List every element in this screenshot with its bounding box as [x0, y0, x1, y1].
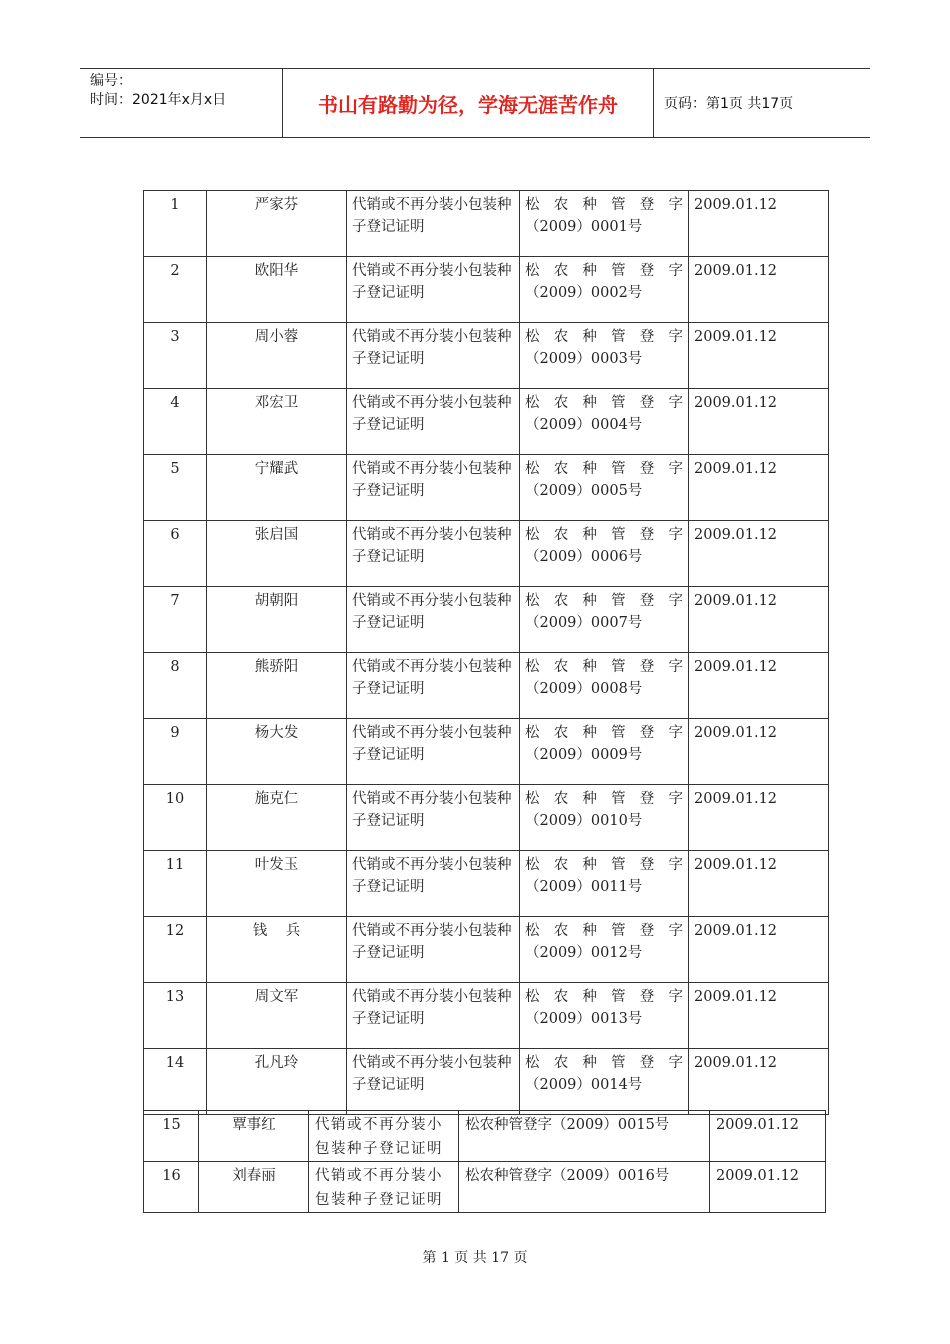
row-number: 16: [144, 1162, 199, 1213]
row-date: 2009.01.12: [689, 257, 829, 323]
row-number: 14: [144, 1049, 207, 1115]
row-type: 代销或不再分装小包装种子登记证明: [309, 1111, 459, 1162]
cert-char: 种: [582, 329, 597, 345]
row-name: 钱 兵: [207, 917, 347, 983]
cert-char: 字: [668, 857, 683, 873]
cert-char: 农: [553, 197, 569, 213]
row-name: 叶发玉: [207, 851, 347, 917]
row-date: 2009.01.12: [710, 1111, 826, 1162]
cert-char: 松: [525, 1055, 540, 1071]
row-date: 2009.01.12: [689, 323, 829, 389]
cert-prefix: [525, 458, 683, 480]
cert-char: 字: [668, 461, 683, 477]
cert-char: 种: [582, 725, 597, 741]
cert-prefix: [525, 524, 683, 546]
row-certificate: [520, 455, 689, 521]
cert-prefix: [525, 260, 683, 282]
cert-char: 管: [611, 923, 626, 939]
cert-number: （2009）0013号: [525, 1011, 643, 1027]
table-row: [144, 1162, 826, 1213]
cert-char: 管: [611, 395, 626, 411]
table-row: [144, 455, 829, 521]
table-row: [144, 587, 829, 653]
cert-char: 字: [668, 527, 683, 543]
row-name: 胡朝阳: [207, 587, 347, 653]
row-name: 张启国: [207, 521, 347, 587]
cert-char: 登: [639, 923, 655, 939]
header-motto: 书山有路勤为径，学海无涯苦作舟: [282, 69, 654, 137]
cert-char: 农: [553, 395, 569, 411]
cert-number: （2009）0008号: [525, 681, 643, 697]
cert-char: 种: [582, 395, 597, 411]
row-type: 代销或不再分装小包装种子登记证明: [347, 785, 520, 851]
row-name: 邓宏卫: [207, 389, 347, 455]
row-date: 2009.01.12: [689, 785, 829, 851]
cert-char: 松: [525, 527, 540, 543]
cert-char: 松: [525, 659, 540, 675]
cert-char: 农: [553, 1055, 569, 1071]
row-number: 12: [144, 917, 207, 983]
row-date: 2009.01.12: [689, 191, 829, 257]
row-name: 施克仁: [207, 785, 347, 851]
cert-char: 松: [525, 725, 540, 741]
row-type: 代销或不再分装小包装种子登记证明: [347, 323, 520, 389]
row-certificate: [520, 785, 689, 851]
cert-prefix: [525, 920, 683, 942]
cert-prefix: [525, 986, 683, 1008]
cert-prefix: [525, 194, 683, 216]
cert-char: 登: [639, 989, 655, 1005]
cert-char: 登: [639, 329, 655, 345]
cert-char: 字: [668, 395, 683, 411]
page-footer: 第 1 页 共 17 页: [422, 1250, 528, 1266]
cert-char: 松: [525, 395, 540, 411]
cert-char: 种: [582, 857, 597, 873]
cert-char: 字: [668, 725, 683, 741]
header-page-info: 页码：第1页 共17页: [664, 96, 794, 112]
cert-char: 登: [639, 461, 655, 477]
cert-char: 字: [668, 791, 683, 807]
row-date: 2009.01.12: [689, 719, 829, 785]
row-type: 代销或不再分装小包装种子登记证明: [347, 851, 520, 917]
cert-char: 登: [639, 593, 655, 609]
cert-number: （2009）0005号: [525, 483, 643, 499]
cert-char: 松: [525, 791, 540, 807]
cert-number: （2009）0003号: [525, 351, 643, 367]
row-date: 2009.01.12: [689, 917, 829, 983]
cert-char: 种: [582, 659, 597, 675]
cert-char: 农: [553, 329, 569, 345]
row-name: 孔凡玲: [207, 1049, 347, 1115]
row-name: 严家芬: [207, 191, 347, 257]
table-row: [144, 917, 829, 983]
cert-char: 松: [525, 197, 540, 213]
cert-char: 管: [611, 857, 626, 873]
row-type: 代销或不再分装小包装种子登记证明: [347, 257, 520, 323]
cert-char: 登: [639, 725, 655, 741]
cert-char: 松: [525, 461, 540, 477]
table-row: [144, 521, 829, 587]
cert-char: 种: [582, 923, 597, 939]
cert-char: 登: [639, 527, 655, 543]
row-number: 7: [144, 587, 207, 653]
cert-char: 农: [553, 989, 569, 1005]
row-certificate: 松农种管登字（2009）0016号: [459, 1162, 710, 1213]
cert-char: 松: [525, 593, 540, 609]
cert-char: 登: [639, 857, 655, 873]
cert-prefix: [525, 656, 683, 678]
cert-char: 字: [668, 989, 683, 1005]
row-type: 代销或不再分装小包装种子登记证明: [347, 653, 520, 719]
row-type: 代销或不再分装小包装种子登记证明: [347, 1049, 520, 1115]
cert-prefix: [525, 326, 683, 348]
cert-char: 种: [582, 989, 597, 1005]
table-row: [144, 191, 829, 257]
cert-char: 登: [639, 197, 655, 213]
cert-char: 农: [553, 527, 569, 543]
cert-char: 种: [582, 791, 597, 807]
row-certificate: [520, 587, 689, 653]
cert-number: （2009）0001号: [525, 219, 643, 235]
row-name: 周小蓉: [207, 323, 347, 389]
table-row: [144, 1111, 826, 1162]
cert-char: 种: [582, 263, 597, 279]
row-number: 6: [144, 521, 207, 587]
cert-char: 管: [611, 725, 626, 741]
row-name: 覃事红: [199, 1111, 309, 1162]
cert-char: 字: [668, 263, 683, 279]
header-meta: [80, 69, 282, 137]
row-type: 代销或不再分装小包装种子登记证明: [347, 389, 520, 455]
cert-prefix: [525, 788, 683, 810]
row-number: 1: [144, 191, 207, 257]
row-date: 2009.01.12: [689, 653, 829, 719]
row-certificate: [520, 851, 689, 917]
row-type: 代销或不再分装小包装种子登记证明: [347, 587, 520, 653]
number-label: 编号：: [90, 73, 132, 89]
table-row: [144, 851, 829, 917]
cert-prefix: [525, 854, 683, 876]
row-number: 3: [144, 323, 207, 389]
row-date: 2009.01.12: [689, 851, 829, 917]
row-certificate: [520, 719, 689, 785]
row-number: 15: [144, 1111, 199, 1162]
cert-char: 种: [582, 593, 597, 609]
cert-char: 字: [668, 1055, 683, 1071]
cert-char: 字: [668, 923, 683, 939]
row-date: 2009.01.12: [689, 521, 829, 587]
row-date: 2009.01.12: [710, 1162, 826, 1213]
cert-char: 字: [668, 197, 683, 213]
cert-char: 管: [611, 593, 626, 609]
cert-char: 松: [525, 263, 540, 279]
row-type: 代销或不再分装小包装种子登记证明: [347, 719, 520, 785]
cert-char: 种: [582, 197, 597, 213]
cert-prefix: [525, 392, 683, 414]
row-number: 4: [144, 389, 207, 455]
row-certificate: [520, 917, 689, 983]
cert-char: 松: [525, 857, 540, 873]
row-name: 宁耀武: [207, 455, 347, 521]
cert-prefix: [525, 722, 683, 744]
row-date: 2009.01.12: [689, 1049, 829, 1115]
row-number: 2: [144, 257, 207, 323]
cert-char: 登: [639, 791, 655, 807]
row-type: 代销或不再分装小包装种子登记证明: [347, 521, 520, 587]
cert-char: 松: [525, 989, 540, 1005]
row-certificate: [520, 521, 689, 587]
row-name: 欧阳华: [207, 257, 347, 323]
cert-number: （2009）0014号: [525, 1077, 643, 1093]
row-certificate: [520, 653, 689, 719]
cert-prefix: [525, 1052, 683, 1074]
row-certificate: 松农种管登字（2009）0015号: [459, 1111, 710, 1162]
cert-number: （2009）0002号: [525, 285, 643, 301]
row-name: 周文军: [207, 983, 347, 1049]
cert-char: 种: [582, 461, 597, 477]
cert-char: 种: [582, 527, 597, 543]
cert-number: （2009）0009号: [525, 747, 643, 763]
row-certificate: [520, 257, 689, 323]
cert-char: 农: [553, 659, 569, 675]
cert-number: （2009）0012号: [525, 945, 643, 961]
cert-char: 管: [611, 461, 626, 477]
row-name: 熊骄阳: [207, 653, 347, 719]
cert-char: 管: [611, 1055, 626, 1071]
table-row: [144, 785, 829, 851]
row-type: 代销或不再分装小包装种子登记证明: [347, 917, 520, 983]
cert-number: （2009）0006号: [525, 549, 643, 565]
registration-table-continued: [143, 1110, 826, 1213]
row-date: 2009.01.12: [689, 389, 829, 455]
cert-char: 松: [525, 923, 540, 939]
row-type: 代销或不再分装小包装种子登记证明: [309, 1162, 459, 1213]
cert-char: 管: [611, 527, 626, 543]
table-row: [144, 389, 829, 455]
cert-char: 管: [611, 197, 626, 213]
cert-char: 字: [668, 329, 683, 345]
cert-char: 登: [639, 1055, 655, 1071]
cert-number: （2009）0011号: [525, 879, 643, 895]
table-row: [144, 323, 829, 389]
row-certificate: [520, 1049, 689, 1115]
cert-char: 登: [639, 263, 655, 279]
cert-char: 农: [553, 791, 569, 807]
row-number: 10: [144, 785, 207, 851]
cert-char: 登: [639, 395, 655, 411]
page-header: [80, 68, 870, 138]
row-certificate: [520, 323, 689, 389]
cert-number: （2009）0010号: [525, 813, 643, 829]
cert-char: 种: [582, 1055, 597, 1071]
cert-prefix: [525, 590, 683, 612]
cert-char: 管: [611, 263, 626, 279]
row-certificate: [520, 983, 689, 1049]
row-date: 2009.01.12: [689, 983, 829, 1049]
cert-char: 字: [668, 659, 683, 675]
table-row: [144, 1049, 829, 1115]
row-type: 代销或不再分装小包装种子登记证明: [347, 983, 520, 1049]
time-label: 时间：2021年x月x日: [90, 92, 227, 108]
cert-char: 农: [553, 923, 569, 939]
cert-char: 登: [639, 659, 655, 675]
table-row: [144, 983, 829, 1049]
row-name: 刘春丽: [199, 1162, 309, 1213]
cert-char: 农: [553, 263, 569, 279]
row-type: 代销或不再分装小包装种子登记证明: [347, 455, 520, 521]
row-type: 代销或不再分装小包装种子登记证明: [347, 191, 520, 257]
cert-char: 农: [553, 725, 569, 741]
row-certificate: [520, 389, 689, 455]
row-certificate: [520, 191, 689, 257]
row-number: 8: [144, 653, 207, 719]
cert-char: 农: [553, 593, 569, 609]
cert-char: 农: [553, 461, 569, 477]
table-row: [144, 719, 829, 785]
row-number: 11: [144, 851, 207, 917]
cert-char: 管: [611, 659, 626, 675]
table-row: [144, 257, 829, 323]
row-date: 2009.01.12: [689, 587, 829, 653]
registration-table: [143, 190, 829, 1115]
table-row: [144, 653, 829, 719]
cert-char: 管: [611, 989, 626, 1005]
row-name: 杨大发: [207, 719, 347, 785]
cert-number: （2009）0004号: [525, 417, 643, 433]
cert-char: 管: [611, 329, 626, 345]
cert-char: 松: [525, 329, 540, 345]
cert-number: （2009）0007号: [525, 615, 643, 631]
cert-char: 管: [611, 791, 626, 807]
row-number: 9: [144, 719, 207, 785]
row-date: 2009.01.12: [689, 455, 829, 521]
cert-char: 农: [553, 857, 569, 873]
row-number: 13: [144, 983, 207, 1049]
cert-char: 字: [668, 593, 683, 609]
row-number: 5: [144, 455, 207, 521]
